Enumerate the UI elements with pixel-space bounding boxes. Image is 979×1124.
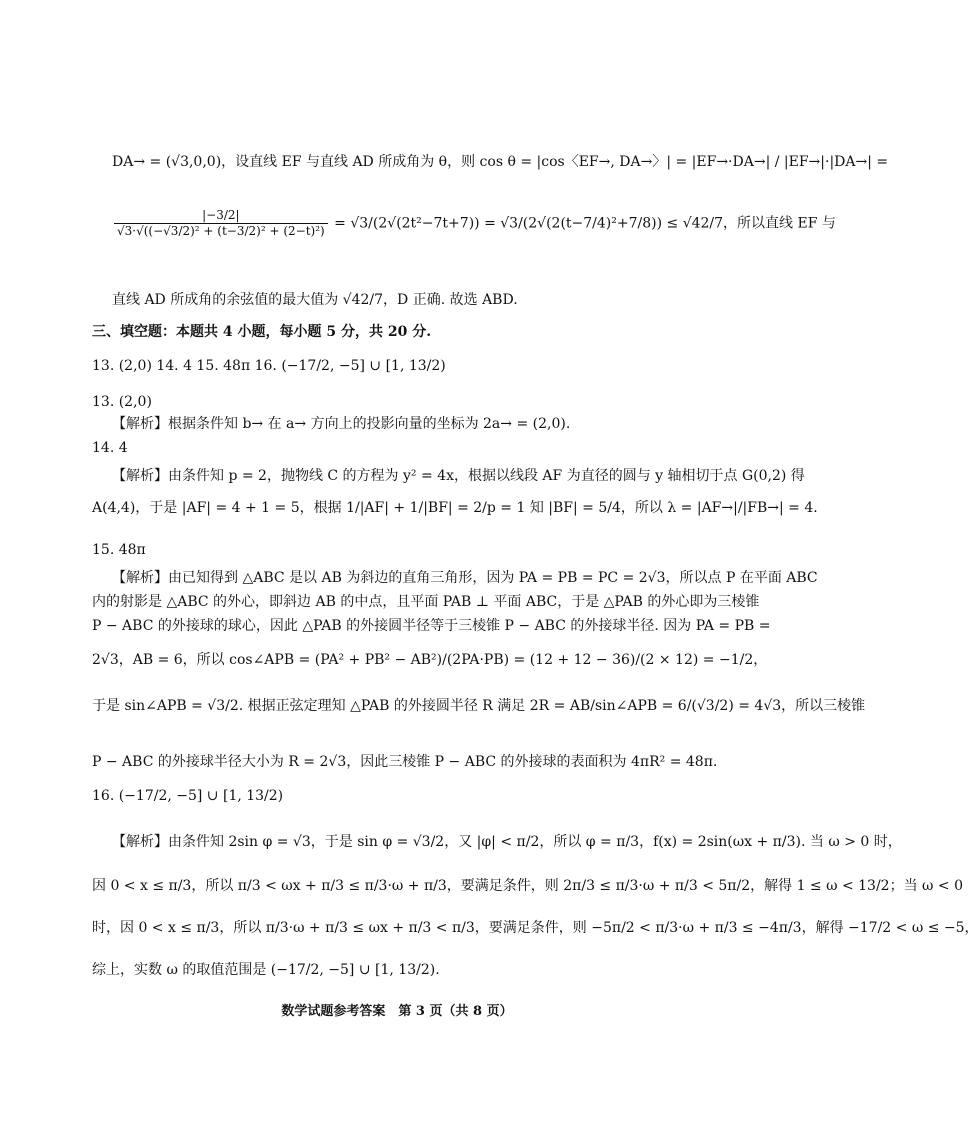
continuation-line-3: 直线 AD 所成角的余弦值的最大值为 √42/7，D 正确. 故选 ABD.: [112, 292, 518, 308]
cos-fraction: [114, 208, 328, 239]
q15-line-4: 2√3，AB = 6，所以 cos∠APB = (PA² + PB² − AB²)/(2PA·PB) = (12 + 12 − 36)/(2 × 12) = −1/2，: [92, 652, 768, 668]
continuation-line-2-rest: = √3/(2√(2t²−7t+7)) = √3/(2√(2(t−7/4)²+7/8)) ≤ √42/7，所以直线 EF 与: [334, 215, 836, 232]
q16-number: 16. (−17/2, −5] ∪ [1, 13/2): [92, 788, 284, 804]
answer-summary: 13. (2,0) 14. 4 15. 48π 16. (−17/2, −5] ∪ [1, 13/2): [92, 358, 446, 374]
q16-line-3: 时，因 0 < x ≤ π/3，所以 π/3·ω + π/3 ≤ ωx + π/3 < π/3，要满足条件，则 −5π/2 < π/3·ω + π/3 ≤ −4π/3，解得 −17/2 < ω ≤ −5，: [92, 920, 979, 936]
q13-number: 13. (2,0): [92, 394, 152, 410]
q14-line-2: A(4,4)，于是 |AF| = 4 + 1 = 5，根据 1/|AF| + 1/|BF| = 2/p = 1 知 |BF| = 5/4，所以 λ = |AF→|/|FB→| = 4.: [92, 500, 818, 516]
q15-line-6: P − ABC 的外接球半径大小为 R = 2√3，因此三棱锥 P − ABC 的外接球的表面积为 4πR² = 48π.: [92, 754, 718, 770]
q14-line-1: 【解析】由条件知 p = 2，抛物线 C 的方程为 y² = 4x，根据以线段 AF 为直径的圆与 y 轴相切于点 G(0,2) 得: [112, 468, 805, 484]
page-footer: 数学试题参考答案 第 3 页（共 8 页）: [281, 1004, 513, 1019]
q15-line-1: 【解析】由已知得到 △ABC 是以 AB 为斜边的直角三角形，因为 PA = PB = PC = 2√3，所以点 P 在平面 ABC: [112, 570, 818, 586]
continuation-line-2: [112, 208, 836, 239]
section-heading: 三、填空题：本题共 4 小题，每小题 5 分，共 20 分.: [92, 324, 432, 340]
q16-line-2: 因 0 < x ≤ π/3，所以 π/3 < ωx + π/3 ≤ π/3·ω + π/3，要满足条件，则 2π/3 ≤ π/3·ω + π/3 < 5π/2，解得 1 ≤ ω < 13/2；当 ω < 0: [92, 878, 963, 894]
q15-line-2: 内的射影是 △ABC 的外心，即斜边 AB 的中点，且平面 PAB ⊥ 平面 ABC，于是 △PAB 的外心即为三棱锥: [92, 594, 760, 610]
q14-number: 14. 4: [92, 440, 128, 456]
cos-fraction-denominator: √3·√((−√3/2)² + (t−3/2)² + (2−t)²): [117, 224, 325, 238]
q15-line-5: 于是 sin∠APB = √3/2. 根据正弦定理知 △PAB 的外接圆半径 R 满足 2R = AB/sin∠APB = 6/(√3/2) = 4√3，所以三棱锥: [92, 698, 866, 714]
q16-line-4: 综上，实数 ω 的取值范围是 (−17/2, −5] ∪ [1, 13/2).: [92, 962, 440, 978]
q16-line-1: 【解析】由条件知 2sin φ = √3，于是 sin φ = √3/2，又 |φ| < π/2，所以 φ = π/3，f(x) = 2sin(ωx + π/3). 当 ω > 0 时，: [112, 834, 902, 850]
q15-line-3: P − ABC 的外接球的球心，因此 △PAB 的外接圆半径等于三棱锥 P − ABC 的外接球半径. 因为 PA = PB =: [92, 618, 771, 634]
cos-fraction-numerator: |−3/2|: [114, 208, 328, 224]
q15-number: 15. 48π: [92, 542, 146, 558]
continuation-line-1: DA→ = (√3,0,0)，设直线 EF 与直线 AD 所成角为 θ，则 cos θ = |cos〈EF→, DA→〉| = |EF→·DA→| / |EF→|·|DA→| =: [112, 154, 889, 170]
q13-analysis: 【解析】根据条件知 b→ 在 a→ 方向上的投影向量的坐标为 2a→ = (2,0).: [112, 416, 571, 432]
